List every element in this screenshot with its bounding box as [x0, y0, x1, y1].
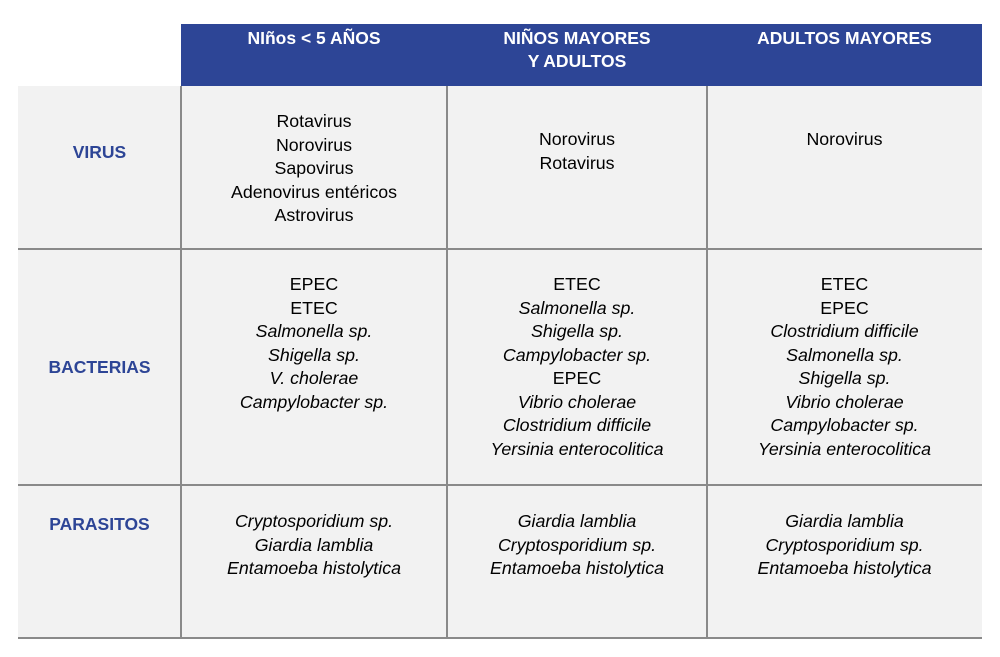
list-item: Rotavirus [539, 152, 615, 173]
list-item: Norovirus [275, 134, 353, 155]
list-item: Astrovirus [274, 205, 354, 225]
list-item: Shigella sp. [268, 344, 360, 365]
list-item: Salmonella sp. [786, 344, 903, 365]
list-item: Clostridium difficile [770, 321, 919, 341]
cell-parasitos-older-adults [707, 510, 982, 581]
header-children-under-5: NIños < 5 AÑOS [247, 28, 381, 48]
header-older-children-adults: NIÑOS MAYORES Y ADULTOS [503, 28, 651, 71]
list-item: Vibrio cholerae [517, 391, 637, 412]
list-item: Salmonella sp. [255, 321, 373, 341]
cell-bacterias-older-adults [707, 273, 982, 461]
list-item: Entamoeba histolytica [757, 558, 932, 578]
row-label-bacterias: BACTERIAS [48, 357, 151, 377]
column-divider [180, 86, 182, 639]
list-item: Salmonella sp. [518, 297, 636, 318]
list-item: Shigella sp. [531, 321, 623, 341]
pathogen-table [18, 24, 982, 639]
list-item: V. cholerae [269, 368, 359, 388]
list-item: Giardia lamblia [785, 511, 904, 531]
list-item: Adenovirus entéricos [230, 181, 398, 202]
table-bottom-border [18, 637, 982, 639]
header-older-adults: ADULTOS MAYORES [757, 28, 932, 48]
list-item: Vibrio cholerae [785, 391, 904, 412]
list-item: Rotavirus [276, 111, 352, 131]
row-divider [18, 248, 982, 250]
list-item: Shigella sp. [798, 368, 891, 388]
list-item: Clostridium difficile [502, 415, 652, 435]
list-item: Campylobacter sp. [239, 391, 389, 412]
list-item: Cryptosporidium sp. [497, 534, 657, 555]
cell-parasitos-children [181, 510, 447, 581]
list-item: Yersinia enterocolitica [490, 438, 664, 459]
list-item: Norovirus [538, 129, 616, 149]
list-item: EPEC [289, 274, 339, 294]
table-body [18, 86, 982, 639]
list-item: ETEC [290, 297, 338, 318]
list-item: ETEC [820, 274, 869, 294]
table-header [181, 24, 982, 86]
list-item: Campylobacter sp. [770, 415, 919, 435]
list-item: Yersinia enterocolitica [758, 438, 931, 459]
list-item: EPEC [820, 297, 869, 318]
list-item: EPEC [552, 368, 602, 388]
row-divider [18, 484, 982, 486]
list-item: Norovirus [806, 129, 883, 149]
list-item: Cryptosporidium sp. [234, 511, 394, 531]
list-item: ETEC [553, 274, 601, 294]
cell-virus-older-adults [707, 128, 982, 152]
cell-parasitos-older-children-adults [447, 510, 707, 581]
list-item: Entamoeba histolytica [227, 558, 401, 578]
cell-virus-children [181, 110, 447, 228]
cell-bacterias-older-children-adults [447, 273, 707, 461]
row-label-parasitos: PARASITOS [49, 514, 150, 534]
list-item: Giardia lamblia [517, 511, 637, 531]
column-divider [446, 86, 448, 639]
cell-bacterias-children [181, 273, 447, 414]
list-item: Campylobacter sp. [502, 344, 652, 365]
column-divider [706, 86, 708, 639]
list-item: Cryptosporidium sp. [765, 534, 924, 555]
cell-virus-older-children-adults [447, 128, 707, 175]
list-item: Sapovirus [274, 158, 354, 178]
list-item: Giardia lamblia [254, 534, 374, 555]
list-item: Entamoeba histolytica [490, 558, 664, 578]
row-label-virus: VIRUS [72, 142, 127, 162]
